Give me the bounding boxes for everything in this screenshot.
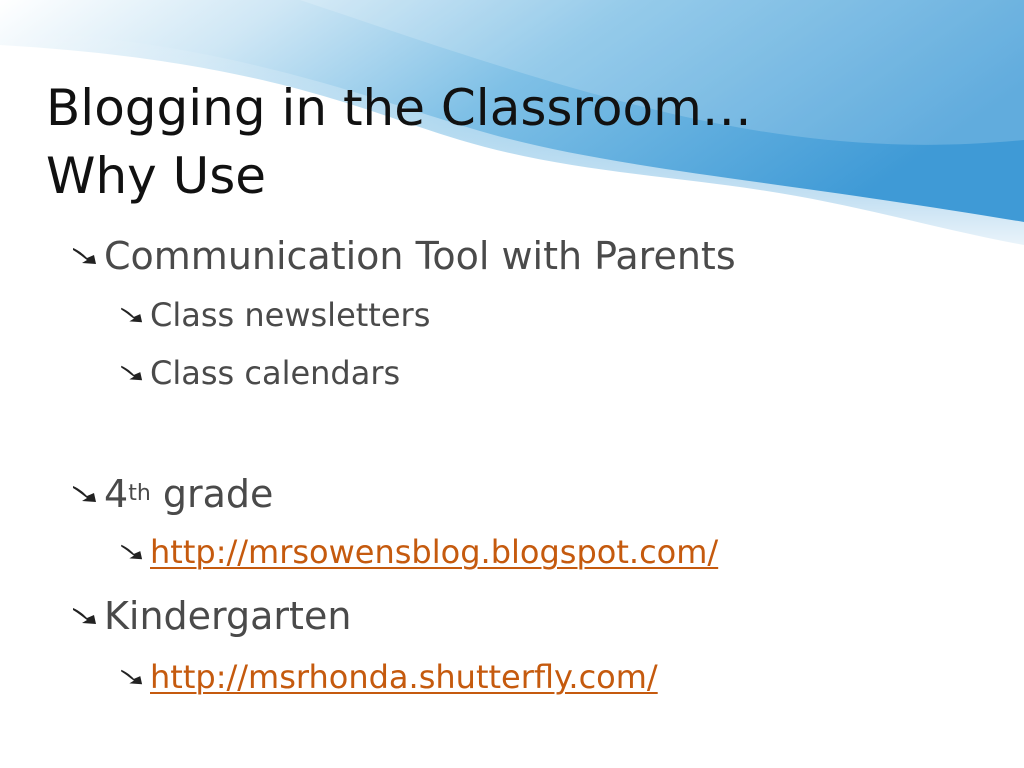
bullet-text: Kindergarten	[104, 594, 352, 638]
swoosh-arrow-icon	[118, 363, 148, 383]
bullet-link-msrhonda	[118, 655, 658, 699]
bullet-kindergarten	[70, 591, 351, 641]
bullet-communication-tool	[70, 231, 736, 281]
mrsowensblog-link[interactable]: http://mrsowensblog.blogspot.com/	[150, 533, 719, 571]
swoosh-arrow-icon	[118, 305, 148, 325]
bullet-text: Class newsletters	[150, 296, 431, 334]
swoosh-arrow-icon	[118, 667, 148, 687]
swoosh-arrow-icon	[118, 542, 148, 562]
msrhonda-link[interactable]: http://msrhonda.shutterfly.com/	[150, 658, 658, 696]
swoosh-arrow-icon	[70, 245, 102, 267]
title-line-2: Why Use	[46, 147, 267, 205]
swoosh-arrow-icon	[70, 605, 102, 627]
title-line-1: Blogging in the Classroom…	[46, 79, 752, 137]
bullet-text: Class calendars	[150, 354, 401, 392]
swoosh-arrow-icon	[70, 483, 102, 505]
bullet-class-newsletters	[118, 293, 430, 337]
grade-number: 4	[104, 472, 129, 516]
slide-title	[46, 74, 946, 210]
bullet-4th-grade: 4 th grade	[70, 469, 273, 519]
bullet-class-calendars	[118, 351, 400, 395]
bullet-text: Communication Tool with Parents	[104, 234, 736, 278]
bullet-link-mrsowensblog	[118, 530, 718, 574]
bullet-text: grade	[150, 472, 274, 516]
